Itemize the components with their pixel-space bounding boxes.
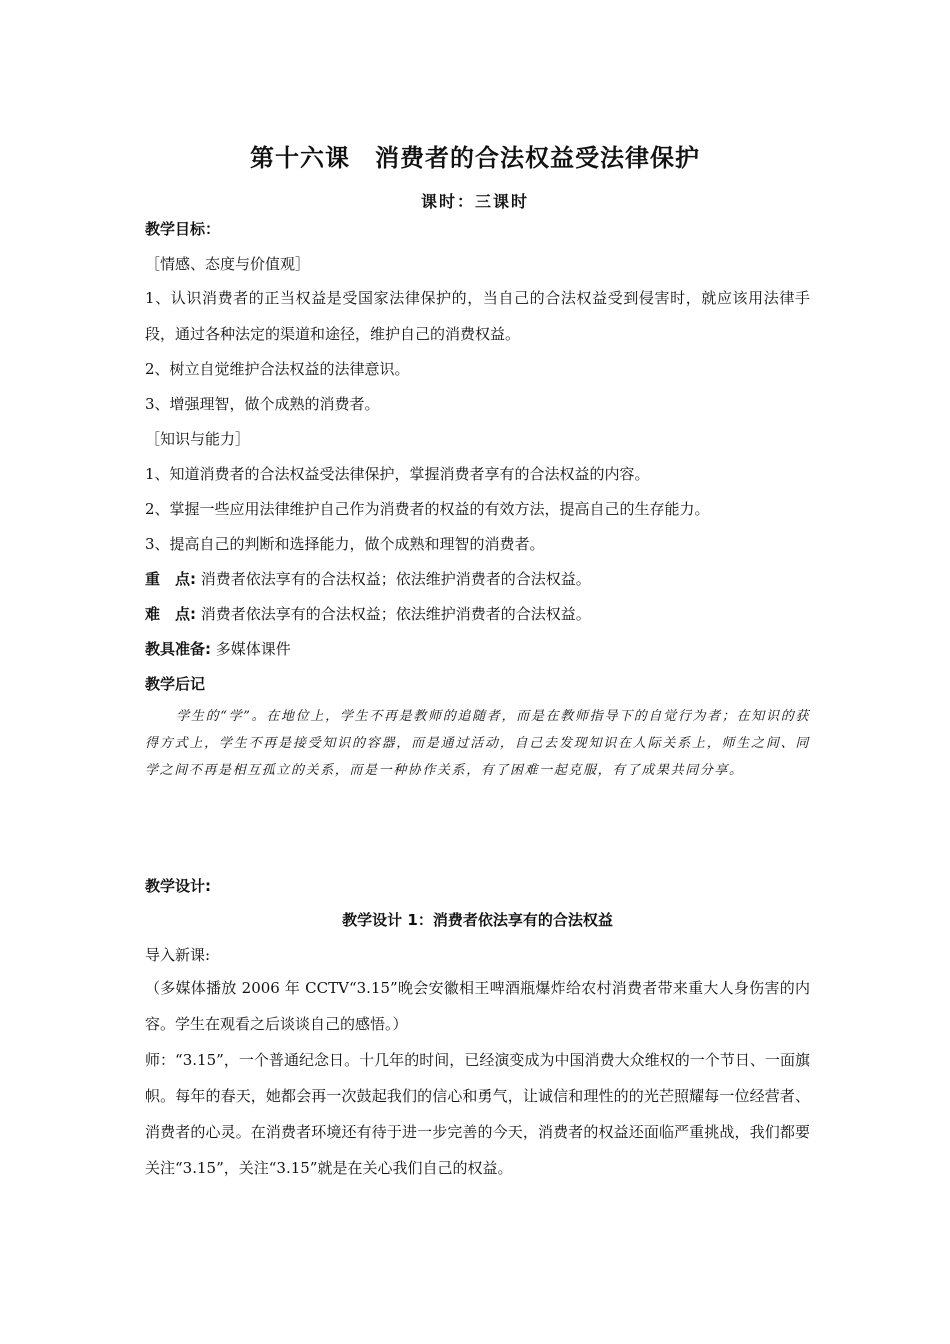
emotion-item: 1、认识消费者的正当权益是受国家法律保护的，当自己的合法权益受到侵害时，就应该用法律手段，通过各种法定的渠道和途径，维护自己的消费权益。 <box>145 289 810 343</box>
teaching-tools-text: 多媒体课件 <box>215 640 291 658</box>
goals-heading: 教学目标： <box>145 220 221 238</box>
difficult-points-label: 难 点: <box>145 605 196 623</box>
knowledge-item: 1、知道消费者的合法权益受法律保护，掌握消费者享有的合法权益的内容。 <box>145 465 650 483</box>
section-knowledge-heading: ［知识与能力］ <box>145 430 251 448</box>
key-points-row <box>145 568 810 590</box>
emotion-item: 3、增强理智，做个成熟的消费者。 <box>145 395 380 413</box>
difficult-points-text: 消费者依法享有的合法权益；依法维护消费者的合法权益。 <box>200 605 591 623</box>
teaching-notes-text: 学生的“学”。在地位上，学生不再是教师的追随者，而是在教师指导下的自觉行为者；在知识的获得方式上，学生不再是接受知识的容器，而是通过活动，自己去发现知识在人际关系上，师生之间、同学之间不再是相互孤立的关系，而是一种协作关系，有了困难一起克服，有了成果共同分享。 <box>145 709 810 778</box>
intro-label: 导入新课: <box>145 946 211 964</box>
design-section-title: 教学设计 1：消费者依法享有的合法权益 <box>342 911 613 929</box>
emotion-item: 2、树立自觉维护合法权益的法律意识。 <box>145 360 410 378</box>
difficult-points-row <box>145 603 810 625</box>
key-points-text: 消费者依法享有的合法权益；依法维护消费者的合法权益。 <box>200 570 591 588</box>
design-heading: 教学设计: <box>145 877 211 895</box>
teaching-tools-label: 教具准备: <box>145 640 211 658</box>
teacher-text: 师：“3.15”，一个普通纪念日。十几年的时间，已经演变成为中国消费大众维权的一个节日、一面旗帜。每年的春天，她都会再一次鼓起我们的信心和勇气，让诚信和理性的的光芒照耀每一位经营者、消费者的心灵。在消费者环境还有待于进一步完善的今天，消费者的权益还面临严重挑战，我们都要关注“3.15”，关注“3.15”就是在关心我们自己的权益。 <box>145 1051 810 1177</box>
lesson-subtitle: 课时：三课时 <box>420 192 529 211</box>
teaching-tools-row <box>145 638 810 660</box>
intro-text: （多媒体播放 2006 年 CCTV“3.15”晚会安徽相王啤酒瓶爆炸给农村消费者带来重大人身伤害的内容。学生在观看之后谈谈自己的感悟。） <box>145 979 810 1033</box>
section-emotion-heading: ［情感、态度与价值观］ <box>145 255 311 273</box>
lesson-title: 第十六课 消费者的合法权益受法律保护 <box>250 144 700 172</box>
key-points-label: 重 点: <box>145 570 196 588</box>
knowledge-item: 2、掌握一些应用法律维护自己作为消费者的权益的有效方法，提高自己的生存能力。 <box>145 500 710 518</box>
knowledge-item: 3、提高自己的判断和选择能力，做个成熟和理智的消费者。 <box>145 535 545 553</box>
teaching-notes-heading: 教学后记 <box>145 675 206 693</box>
